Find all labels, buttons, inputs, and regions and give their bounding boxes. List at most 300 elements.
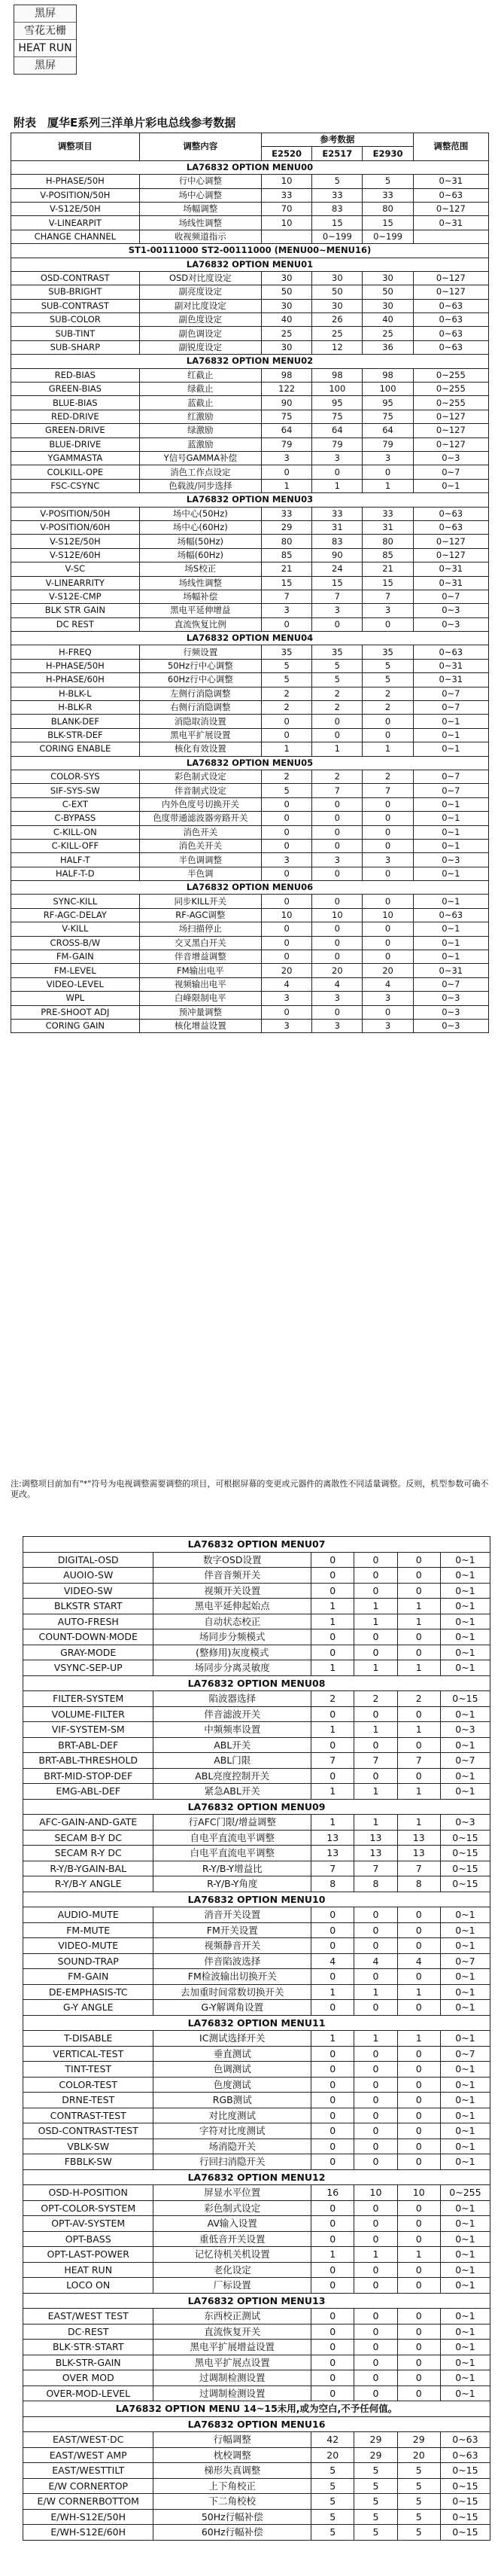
table-row (11, 977, 489, 991)
table-cell: BLUE-DRIVE (11, 437, 140, 451)
table-cell: 视频开关设置 (153, 1583, 311, 1599)
table-cell: 0 (311, 1969, 354, 1985)
table-cell: 东西校正测试 (153, 2309, 311, 2324)
table-cell: 0 (311, 2231, 354, 2247)
table-row (23, 2247, 490, 2263)
table-cell: H-BLK-L (11, 687, 140, 700)
table-cell: 0~1 (440, 2385, 490, 2401)
table-row (23, 1876, 490, 1892)
table-cell: OPT-COLOR-SYSTEM (23, 2200, 153, 2216)
table-cell: 0 (354, 1629, 397, 1645)
table-cell: 0 (363, 839, 413, 852)
table-cell: 60Hz行中心调整 (139, 673, 261, 687)
table-cell: 0~31 (413, 659, 488, 672)
table-cell: 自动状态校正 (153, 1614, 311, 1629)
table-row (23, 1969, 490, 1985)
table-cell: 0~15 (440, 1846, 490, 1861)
table-cell: 0 (397, 2000, 440, 2016)
table-cell: 10 (262, 175, 312, 188)
table-row (11, 410, 489, 423)
table-row (23, 2432, 490, 2448)
table-cell: 0~63 (413, 327, 488, 340)
table-cell: SECAM R-Y DC (23, 1846, 153, 1861)
table-row (23, 2185, 490, 2201)
table-cell: 4 (354, 1953, 397, 1969)
table-cell: 0 (311, 1568, 354, 1584)
table-cell: 0 (262, 895, 312, 908)
section-row (11, 355, 489, 368)
table-cell: 12 (312, 340, 363, 354)
table-cell: 2 (312, 701, 363, 715)
table-cell: 1 (311, 1599, 354, 1614)
table-row (11, 673, 489, 687)
table-cell: 0 (397, 2154, 440, 2170)
table-cell: RED-DRIVE (11, 410, 140, 423)
table-cell: 0~63 (413, 188, 488, 202)
table-cell: 消隐取消设置 (139, 715, 261, 728)
table-cell: V-S12E-CMP (11, 590, 140, 603)
table-cell: 1 (354, 1722, 397, 1738)
table-row (23, 1846, 490, 1861)
table-cell: 2 (354, 1691, 397, 1707)
table-cell: 0 (311, 2139, 354, 2154)
table-cell: FILTER-SYSTEM (23, 1691, 153, 1707)
table-cell: V-LINEARRITY (11, 576, 140, 590)
table-cell: 10 (262, 216, 312, 230)
table-row (23, 2340, 490, 2355)
table-cell: OPT-LAST-POWER (23, 2247, 153, 2263)
section-row (11, 493, 489, 507)
section-title: LA76832 OPTION MENU13 (23, 2293, 490, 2309)
table-cell: 蓝激励 (139, 437, 261, 451)
table-cell: 0~1 (440, 2262, 490, 2278)
table-cell: 0~1 (440, 2139, 490, 2154)
table-cell: 1 (354, 1815, 397, 1831)
section-title: LA76832 OPTION MENU06 (11, 881, 489, 895)
table-cell: 2 (363, 701, 413, 715)
table-cell: 25 (312, 327, 363, 340)
section-title: LA76832 OPTION MENU09 (23, 1799, 490, 1815)
table-row (11, 964, 489, 977)
table-cell: 4 (262, 977, 312, 991)
table-cell: 0~15 (440, 2494, 490, 2510)
table-cell: 0 (397, 2123, 440, 2139)
table-cell: CONTRAST-TEST (23, 2108, 153, 2123)
table-row (11, 604, 489, 617)
table-cell: G-Y ANGLE (23, 2000, 153, 2016)
table-cell: 伴音陷波选择 (153, 1953, 311, 1969)
table-row (23, 1629, 490, 1645)
table-cell: 场幅调整 (139, 202, 261, 215)
table-cell: 0 (397, 1922, 440, 1938)
table-row (11, 922, 489, 936)
table-cell: 42 (311, 2432, 354, 2448)
table-cell: 3 (262, 604, 312, 617)
table-cell: 7 (397, 1753, 440, 1769)
table-cell: 0~63 (413, 645, 488, 659)
table-cell: 过调制检测设置 (153, 2370, 311, 2386)
table-cell: VIDEO-SW (23, 1583, 153, 1599)
table-cell: 0 (312, 950, 363, 964)
table-cell: 98 (312, 368, 363, 382)
table-row (11, 590, 489, 603)
table-cell: 0~1 (413, 715, 488, 728)
section-title: LA76832 OPTION MENU03 (11, 493, 489, 507)
table-cell: OPT-BASS (23, 2231, 153, 2247)
table-row (11, 230, 489, 243)
table-cell: 35 (262, 645, 312, 659)
table-cell: 场线性调整 (139, 576, 261, 590)
table-cell: 5 (354, 2494, 397, 2510)
table-cell: 0 (354, 2123, 397, 2139)
table-cell: 视频静音开关 (153, 1938, 311, 1954)
table-cell: R-Y/B-Y增益比 (153, 1861, 311, 1876)
table-cell: 0~127 (413, 285, 488, 299)
table-cell: V-POSITION/60H (11, 520, 140, 534)
table-cell: 0 (354, 1552, 397, 1568)
table-cell: WPL (11, 992, 140, 1005)
table-cell: 0~15 (440, 1861, 490, 1876)
table-cell: 0~7 (413, 465, 488, 479)
table-cell: COLKILL-OPE (11, 465, 140, 479)
table-cell: 30 (262, 299, 312, 312)
table-cell: 64 (363, 424, 413, 437)
section-row (11, 632, 489, 645)
table-cell: GREEN-BIAS (11, 383, 140, 396)
table-cell: 0~63 (440, 2447, 490, 2463)
section-title: LA76832 OPTION MENU02 (11, 355, 489, 368)
table-cell: 0~199 (363, 230, 413, 243)
table-cell: 29 (397, 2432, 440, 2448)
header-item: 调整项目 (11, 133, 140, 161)
section-title: LA76832 OPTION MENU11 (23, 2015, 490, 2031)
table-row (11, 797, 489, 811)
table-row (11, 299, 489, 312)
table-cell: 1 (397, 2031, 440, 2047)
table-cell: COLOR-TEST (23, 2077, 153, 2093)
table-cell: 直流恢复开关 (153, 2324, 311, 2340)
table-cell: R-Y/B-YGAIN-BAL (23, 1861, 153, 1876)
table-cell: 5 (312, 175, 363, 188)
table-cell: 0~1 (413, 839, 488, 852)
table-row (11, 659, 489, 672)
table-cell: 33 (262, 188, 312, 202)
table-row (23, 2525, 490, 2541)
table-cell: BLK STR GAIN (11, 604, 140, 617)
table-cell: 15 (363, 576, 413, 590)
table-cell: 0 (311, 2370, 354, 2386)
table-row (23, 2108, 490, 2123)
table-cell: 13 (354, 1830, 397, 1846)
table-cell: 70 (262, 202, 312, 215)
table-cell: 25 (262, 327, 312, 340)
table-row (11, 839, 489, 852)
table-cell (262, 230, 312, 243)
table-cell: 15 (312, 216, 363, 230)
table-cell: V-POSITION/50H (11, 188, 140, 202)
table-cell: 64 (312, 424, 363, 437)
table-cell: 白电平直流电平调整 (153, 1846, 311, 1861)
table-cell: 20 (363, 964, 413, 977)
table-cell: EAST/WESTTILT (23, 2463, 153, 2479)
table-cell: BRT-ABL-THRESHOLD (23, 1753, 153, 1769)
table-cell: 5 (363, 659, 413, 672)
section-title: LA76832 OPTION MENU08 (23, 1675, 490, 1691)
table-row (11, 701, 489, 715)
table-cell: 0 (354, 1645, 397, 1660)
bus-data-table-2 (23, 1536, 490, 2541)
table-row (11, 396, 489, 410)
table-cell: 0 (262, 715, 312, 728)
table-cell: 0~7 (413, 977, 488, 991)
table-cell: SUB-TINT (11, 327, 140, 340)
table-cell: R-Y/B-Y ANGLE (23, 1876, 153, 1892)
table-cell: 行频设置 (139, 645, 261, 659)
table-cell: 1 (311, 1984, 354, 2000)
table-cell: 29 (354, 2447, 397, 2463)
table-cell: 30 (363, 299, 413, 312)
table-cell: 0 (397, 2077, 440, 2093)
table-cell: 0~1 (440, 1907, 490, 1923)
table-cell: 5 (397, 2525, 440, 2541)
table-row (23, 2324, 490, 2340)
table-cell: 1 (397, 2247, 440, 2263)
table-cell: 3 (262, 992, 312, 1005)
table-cell: 视频输出电平 (139, 977, 261, 991)
table-cell: 50 (262, 285, 312, 299)
table-cell: 33 (262, 507, 312, 520)
table-cell: 0~7 (413, 590, 488, 603)
table-row (23, 2478, 490, 2494)
table-cell: 0~3 (440, 1815, 490, 1831)
table-cell: 重低音开关设置 (153, 2231, 311, 2247)
table-cell: 0 (312, 825, 363, 839)
table-row (11, 562, 489, 576)
table-row (23, 2046, 490, 2062)
table-cell: 21 (262, 562, 312, 576)
table-row (23, 1660, 490, 1676)
table-cell: HALF-T-D (11, 867, 140, 880)
table-cell: 33 (312, 507, 363, 520)
table-cell: 0 (312, 895, 363, 908)
table-cell: 7 (312, 784, 363, 797)
table-cell: 79 (312, 437, 363, 451)
table-cell: 黑电平扩展设置 (139, 728, 261, 742)
table-cell: 0 (354, 1907, 397, 1923)
table-row (23, 2494, 490, 2510)
table-cell: 50 (363, 285, 413, 299)
table-cell: OSD对比度设定 (139, 271, 261, 285)
table-row (23, 2200, 490, 2216)
table-cell: 7 (354, 1861, 397, 1876)
table-row (11, 936, 489, 950)
table-row (11, 770, 489, 783)
table-cell: 0~1 (440, 2324, 490, 2340)
table-cell: 0~63 (413, 313, 488, 327)
table-row (23, 2355, 490, 2370)
table-cell: 2 (363, 687, 413, 700)
table-cell: 场扫描停止 (139, 922, 261, 936)
table-cell: 0~1 (413, 825, 488, 839)
table-cell: FM-GAIN (11, 950, 140, 964)
table-cell: 伴音制式设定 (139, 784, 261, 797)
table-cell (413, 230, 488, 243)
table-cell: V-KILL (11, 922, 140, 936)
table-cell: 5 (311, 2525, 354, 2541)
table-row (23, 1922, 490, 1938)
table-cell: R-Y/B-Y角度 (153, 1876, 311, 1892)
section-title: LA76832 OPTION MENU07 (23, 1537, 490, 1553)
table-cell: 0 (311, 1706, 354, 1722)
table-cell: 右侧行消隐调整 (139, 701, 261, 715)
table-cell: FM-MUTE (23, 1922, 153, 1938)
header-range: 调整范围 (413, 133, 488, 161)
table-row (23, 1568, 490, 1584)
table-row (23, 1953, 490, 1969)
table-cell: CORING GAIN (11, 1020, 140, 1033)
table-cell: 10 (312, 908, 363, 922)
table-cell: 0~255 (413, 396, 488, 410)
table-cell: 0~1 (440, 2231, 490, 2247)
section-row (11, 258, 489, 271)
table-cell: E/WH-S12E/50H (23, 2509, 153, 2525)
table-cell: 1 (354, 1984, 397, 2000)
table-cell: 83 (312, 535, 363, 548)
table-cell: 厂标设置 (153, 2278, 311, 2294)
table-cell: 2 (262, 701, 312, 715)
table-cell: VIDEO-LEVEL (11, 977, 140, 991)
table-cell: 21 (363, 562, 413, 576)
table-cell: 0 (312, 728, 363, 742)
table-cell: 0 (311, 1583, 354, 1599)
table-cell: 0~63 (413, 340, 488, 354)
table-cell: 0~127 (413, 437, 488, 451)
table-cell: H-PHASE/60H (11, 673, 140, 687)
table-cell: 0 (354, 2355, 397, 2370)
section-title: LA76832 OPTION MENU 14~15未用,或为空白,不予任何值。 (23, 2401, 490, 2417)
table-cell: 50 (312, 285, 363, 299)
table-cell: 0 (397, 2355, 440, 2370)
table-cell: 5 (397, 2509, 440, 2525)
header-model: E2930 (363, 147, 413, 160)
table-cell: 1 (262, 742, 312, 756)
table-cell: VBLK-SW (23, 2139, 153, 2154)
table-cell: 0~1 (440, 2200, 490, 2216)
table-cell: 40 (262, 313, 312, 327)
table-cell: 0 (354, 2139, 397, 2154)
table-row (11, 216, 489, 230)
table-cell: 0 (312, 617, 363, 631)
table-cell: 0 (397, 2340, 440, 2355)
table-cell: 0 (262, 950, 312, 964)
table-cell: COUNT-DOWN·MODE (23, 1629, 153, 1645)
section-row (23, 1537, 490, 1553)
table-cell: 30 (262, 271, 312, 285)
table-cell: 0 (311, 2200, 354, 2216)
table-cell: 紧急ABL开关 (153, 1784, 311, 1800)
table-cell: 0~1 (413, 728, 488, 742)
table-cell: 1 (354, 1599, 397, 1614)
table-cell: 0~15 (440, 2509, 490, 2525)
table-cell: 100 (312, 383, 363, 396)
table-row (11, 437, 489, 451)
table-cell: 5 (262, 659, 312, 672)
table-cell: 0 (354, 2231, 397, 2247)
table-cell: 0~1 (440, 1645, 490, 1660)
table-cell: 31 (363, 520, 413, 534)
table-cell: 0 (397, 2309, 440, 2324)
table-cell: 0 (354, 2000, 397, 2016)
table-cell: 0~1 (440, 1629, 490, 1645)
table-cell: FM开关设置 (153, 1922, 311, 1938)
table-cell: 0 (262, 617, 312, 631)
table-cell: 彩色制式设定 (153, 2200, 311, 2216)
table-cell: 0~15 (440, 1876, 490, 1892)
table-cell: 场同步分频模式 (153, 1629, 311, 1645)
table-cell: 1 (397, 1660, 440, 1676)
table-cell: 0 (262, 922, 312, 936)
table-cell: 90 (262, 396, 312, 410)
table-cell: 0~7 (413, 687, 488, 700)
table-cell: 2 (312, 687, 363, 700)
table-cell: 29 (262, 520, 312, 534)
table-cell: 0 (397, 2093, 440, 2108)
table-cell: 场中心调整 (139, 188, 261, 202)
table-cell: 场幅(60Hz) (139, 548, 261, 562)
table-cell: E/W CORNERTOP (23, 2478, 153, 2494)
table-cell: 0 (311, 2123, 354, 2139)
table-cell: 13 (397, 1830, 440, 1846)
table-cell: 1 (354, 2031, 397, 2047)
table-row (23, 2278, 490, 2294)
table-cell: 0~1 (440, 2077, 490, 2093)
table-cell: 40 (363, 313, 413, 327)
table-cell: 预冲量调整 (139, 1005, 261, 1019)
table-cell: 0 (397, 2046, 440, 2062)
table-cell: 0 (354, 2324, 397, 2340)
table-cell: 场S校正 (139, 562, 261, 576)
table-cell: ABL亮度控制开关 (153, 1768, 311, 1784)
table-cell: 蓝截止 (139, 396, 261, 410)
table-cell: 10 (354, 2185, 397, 2201)
table-row (23, 1722, 490, 1738)
table-row (11, 908, 489, 922)
table-cell: SIF-SYS-SW (11, 784, 140, 797)
table-cell: 0 (311, 1938, 354, 1954)
table-cell: 16 (311, 2185, 354, 2201)
table-cell: 2 (311, 1691, 354, 1707)
table-row (11, 340, 489, 354)
section-title: LA76832 OPTION MENU01 (11, 258, 489, 271)
table-cell: 1 (262, 479, 312, 492)
table-row (11, 285, 489, 299)
table-row (11, 188, 489, 202)
table-cell: 1 (311, 1660, 354, 1676)
table-cell: RED-BIAS (11, 368, 140, 382)
table-cell: 0~1 (413, 922, 488, 936)
table-cell: 0 (397, 1583, 440, 1599)
table-cell: 8 (354, 1876, 397, 1892)
table-cell: C-KILL-OFF (11, 839, 140, 852)
table-cell: 7 (262, 590, 312, 603)
table-row (11, 465, 489, 479)
section-title: LA76832 OPTION MENU05 (11, 756, 489, 770)
table-row (11, 950, 489, 964)
table-cell: 0~127 (413, 410, 488, 423)
osd-label: 雪花无栅 (14, 23, 76, 40)
table-cell: 20 (312, 964, 363, 977)
table-row (11, 715, 489, 728)
